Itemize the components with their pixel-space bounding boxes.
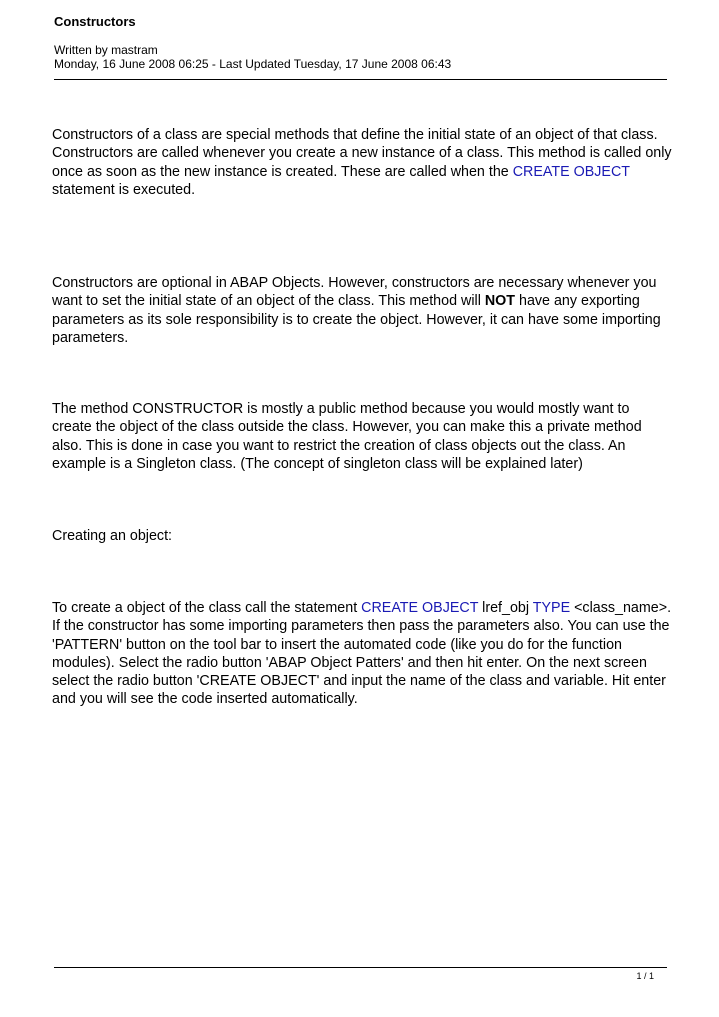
paragraph-2-tail: have any exporting parameters as its sole responsibility is to create the object. However, it can have some importing parameters.: [52, 293, 661, 346]
paragraph-5-tail: <class_name>. If the constructor has some importing parameters then pass the parameters also. You can use the 'PATTERN' button on the tool bar to insert the automated code (like you do for the function modules). Select the radio button 'ABAP Object Patters' and then hit enter. On the next screen select the radio button 'CREATE OBJECT' and input the name of the class and variable. Hit enter and you will see the code inserted automatically.: [52, 600, 672, 708]
paragraph-2-text: Constructors are optional in ABAP Objects. However, constructors are necessary whenever you want to set the initial state of an object of the class. This method will: [52, 275, 657, 310]
paragraph-1: [52, 126, 672, 199]
paragraph-5: [52, 599, 672, 709]
page-header: [54, 14, 667, 71]
paragraph-1-text: Constructors of a class are special methods that define the initial state of an object of that class. Constructors are called whenever you create a new instance of a class. This method is called only once as soon as the new instance is created. These are called when the: [52, 127, 672, 180]
not-emphasis: NOT: [484, 293, 516, 310]
create-object-keyword: CREATE OBJECT: [512, 163, 631, 180]
paragraph-5-ref: lref_obj: [478, 600, 533, 616]
header-divider: [54, 79, 667, 80]
section-heading: Creating an object:: [52, 528, 173, 544]
paragraph-5-text: To create a object of the class call the statement: [52, 600, 362, 616]
type-keyword: TYPE: [532, 600, 571, 616]
create-object-keyword-2: CREATE OBJECT: [361, 600, 479, 616]
page-title: Constructors: [54, 14, 136, 29]
paragraph-3: The method CONSTRUCTOR is mostly a public method because you would mostly want to create the object of the class outside the class. However, you can make this a private method also. This is done in case you want to restrict the creation of class objects out the class. An example is a Singleton class. (The concept of singleton class will be explained later): [52, 401, 642, 472]
footer-divider: [54, 967, 667, 968]
author-line: Written by mastram: [54, 43, 158, 57]
page-number: 1 / 1: [636, 971, 654, 981]
paragraph-2: [52, 274, 672, 347]
date-line: Monday, 16 June 2008 06:25 - Last Updated Tuesday, 17 June 2008 06:43: [54, 57, 452, 71]
paragraph-1-tail: statement is executed.: [52, 181, 196, 198]
